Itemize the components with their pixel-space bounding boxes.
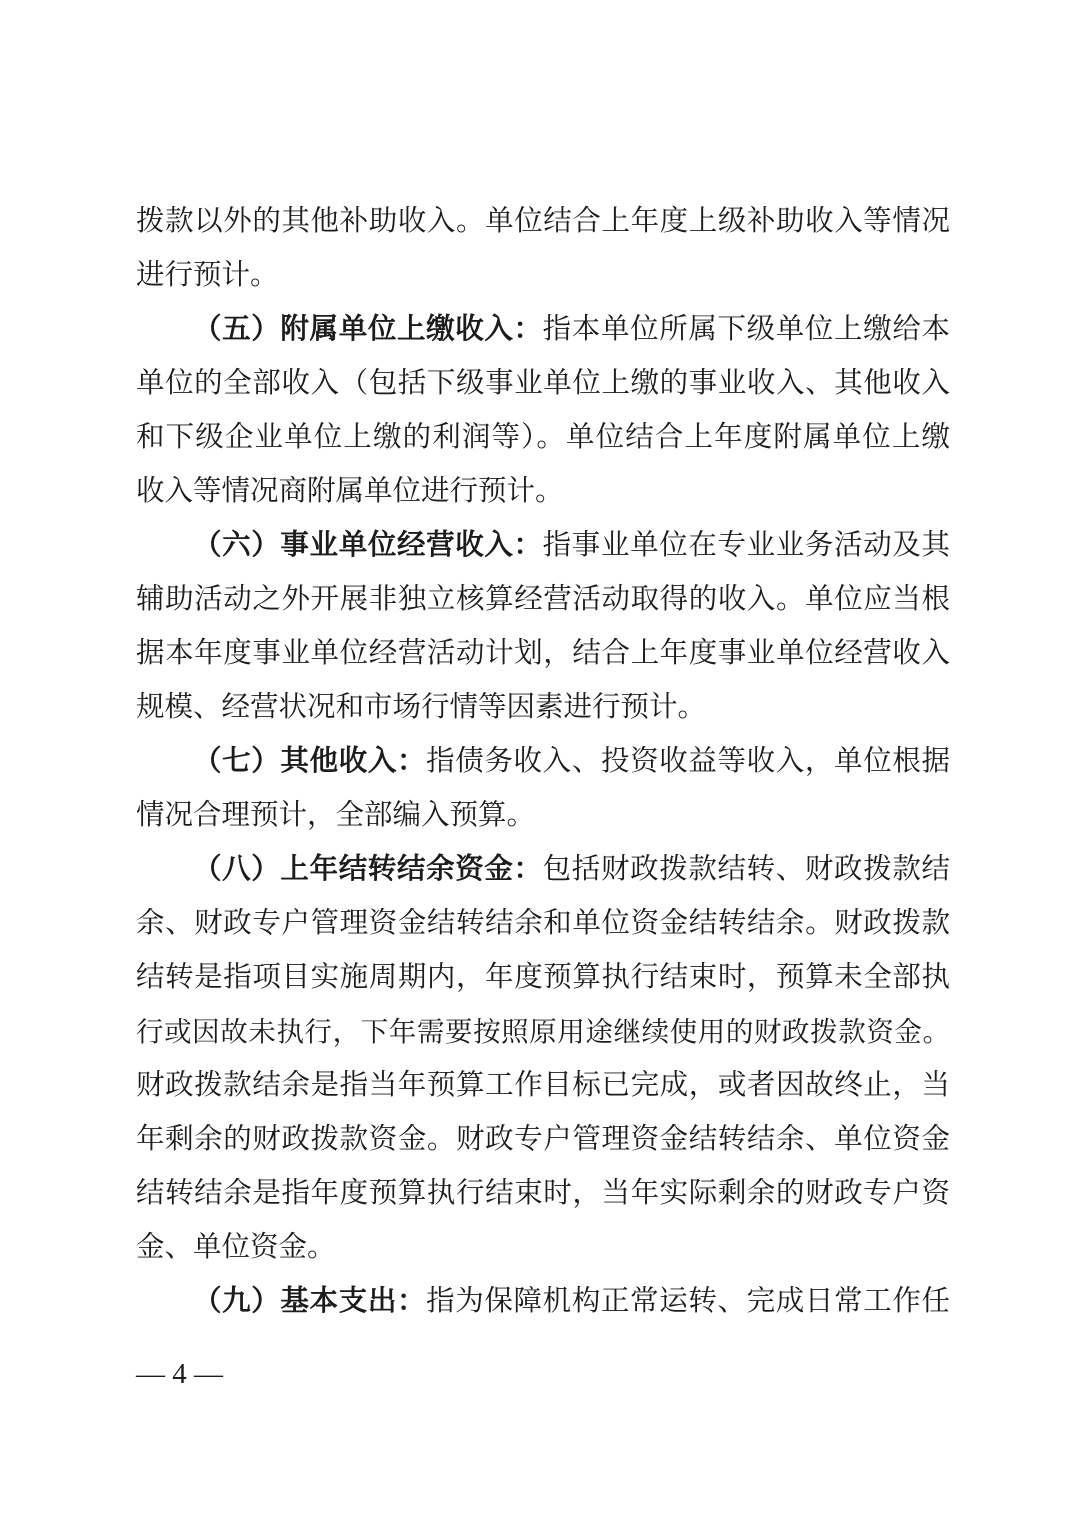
- text-line: [136, 195, 950, 249]
- line-text: 行或因故未执行，下年需要按照原用途继续使用的财政拨款资金。: [136, 1016, 950, 1047]
- line-text: 单位的全部收入（包括下级事业单位上缴的事业收入、其他收入: [136, 368, 950, 399]
- text-line: [136, 357, 950, 411]
- line-text: 年剩余的财政拨款资金。财政专户管理资金结转结余、单位资金: [136, 1124, 950, 1155]
- text-line: [136, 627, 950, 681]
- line-text: 规模、经营状况和市场行情等因素进行预计。: [136, 692, 707, 723]
- line-text: 财政拨款结余是指当年预算工作目标已完成，或者因故终止，当: [136, 1070, 950, 1101]
- line-text: 辅助活动之外开展非独立核算经营活动取得的收入。单位应当根: [136, 584, 950, 615]
- text-line: [136, 1275, 950, 1329]
- text-line: [136, 681, 950, 735]
- text-block: [136, 195, 950, 1329]
- line-text: 包括财政拨款结转、财政拨款结: [542, 854, 950, 885]
- line-text: 结转结余是指年度预算执行结束时，当年实际剩余的财政专户资: [136, 1178, 950, 1209]
- line-text: 余、财政专户管理资金结转结余和单位资金结转结余。财政拨款: [136, 908, 950, 939]
- line-text: 指本单位所属下级单位上缴给本: [542, 314, 950, 345]
- line-text: 金、单位资金。: [136, 1232, 336, 1263]
- paragraph-heading: （九）基本支出：: [193, 1286, 427, 1317]
- text-line: [136, 573, 950, 627]
- text-line: [136, 1113, 950, 1167]
- line-text: 据本年度事业单位经营活动计划，结合上年度事业单位经营收入: [136, 638, 950, 669]
- text-line: [136, 735, 950, 789]
- text-line: [136, 1167, 950, 1221]
- text-line: [136, 519, 950, 573]
- text-line: [136, 1221, 950, 1275]
- line-text: 进行预计。: [136, 260, 279, 291]
- text-line: [136, 843, 950, 897]
- paragraph-heading: （七）其他收入：: [193, 746, 427, 777]
- text-line: [136, 1059, 950, 1113]
- text-line: [136, 897, 950, 951]
- line-text: 情况合理预计，全部编入预算。: [136, 800, 536, 831]
- paragraph-heading: （八）上年结转结余资金：: [193, 854, 543, 885]
- text-line: [136, 303, 950, 357]
- line-text: 指事业单位在专业业务活动及其: [542, 530, 950, 561]
- line-text: 收入等情况商附属单位进行预计。: [136, 476, 564, 507]
- line-text: 和下级企业单位上缴的利润等）。单位结合上年度附属单位上缴: [136, 422, 950, 453]
- text-line: [136, 789, 950, 843]
- text-line: [136, 411, 950, 465]
- paragraph-heading: （六）事业单位经营收入：: [193, 530, 543, 561]
- page-number: — 4 —: [136, 1358, 223, 1390]
- text-line: [136, 1005, 950, 1059]
- text-line: [136, 249, 950, 303]
- line-text: 结转是指项目实施周期内，年度预算执行结束时，预算未全部执: [136, 962, 950, 993]
- line-text: 指债务收入、投资收益等收入，单位根据: [426, 746, 950, 777]
- paragraph-heading: （五）附属单位上缴收入：: [193, 314, 543, 345]
- text-line: [136, 465, 950, 519]
- line-text: 拨款以外的其他补助收入。单位结合上年度上级补助收入等情况: [136, 206, 950, 237]
- line-text: 指为保障机构正常运转、完成日常工作任: [426, 1286, 950, 1317]
- text-line: [136, 951, 950, 1005]
